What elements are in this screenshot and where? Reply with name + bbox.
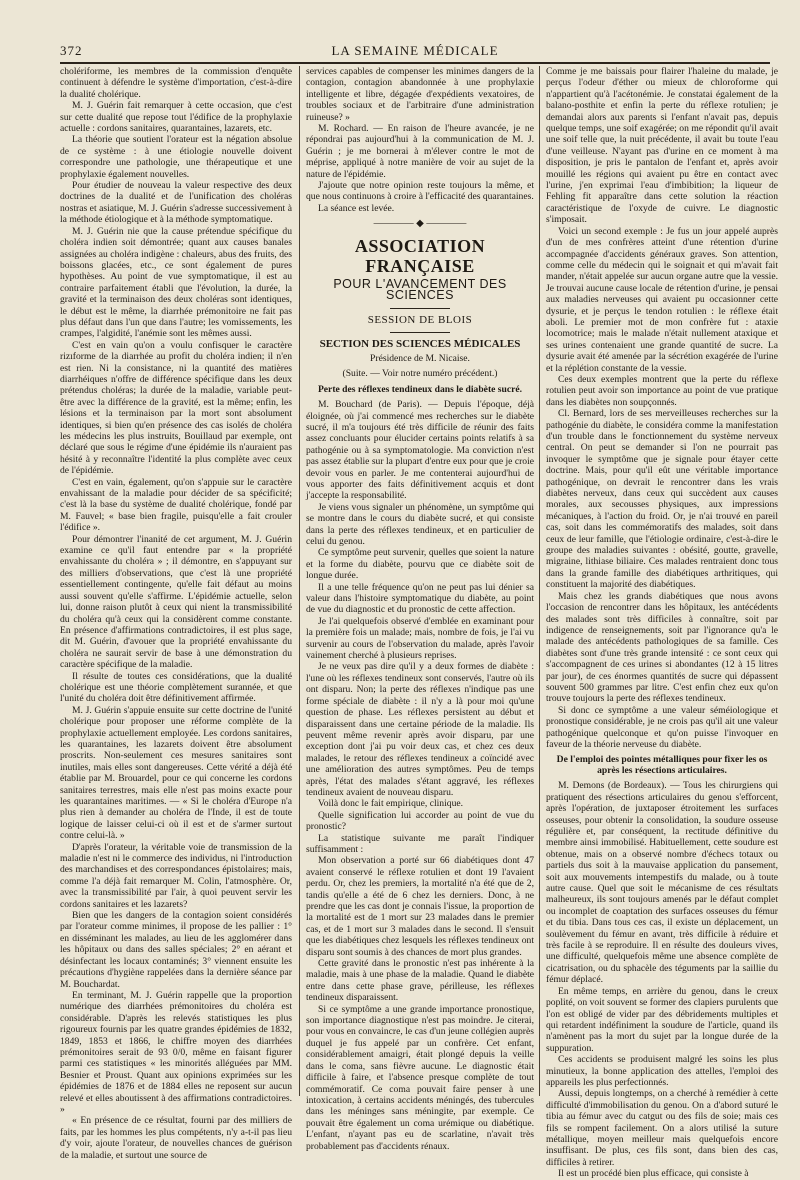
column-left <box>60 66 292 1161</box>
paragraph: M. J. Guérin nie que la cause prétendue spécifique du choléra indien soit démontrée; quant aux causes banales assignées au choléra indigène : chaleurs, abus des fruits, des boissons glacées, etc., ce sont également de pures hypothèses. Au point de vue symptomatique, il est au contraire parfaitement établi que l'évolution, la durée, la gravité et la terminaison des deux choléras sont identiques, le début est le même, la diarrhée prémonitoire ne fait pas plus défaut dans l'un que dans l'autre; les vomissements, les crampes, l'algidité, l'anémie sont les mêmes aussi. <box>60 225 292 340</box>
paragraph: En même temps, en arrière du genou, dans le creux poplité, on voit souvent se former des clapiers purulents que l'on est obligé de vider par des débridements multiples et qui retardent indéfiniment la soudure de l'article, quand ils n'amènent pas la mort du sujet par la longue durée de la suppuration. <box>546 985 778 1054</box>
paragraph: M. J. Guérin fait remarquer à cette occasion, que c'est sur cette dualité que repose tout l'édifice de la prophylaxie actuelle : cordons sanitaires, quarantaines, lazarets, etc. <box>60 100 292 135</box>
paragraph: C'est en vain, également, qu'on s'appuie sur le caractère envahissant de la maladie pour décider de sa spécificité; c'est là la base du système de dualité cholérique, fondé par M. Fauvel; « base bien fragile, puisqu'elle a fait crouler l'édifice ». <box>60 476 292 534</box>
association-title: ASSOCIATION FRANÇAISE <box>354 235 486 276</box>
paragraph: Voici un second exemple : Je fus un jour appelé auprès d'un de mes confrères atteint d'une rétention d'urine accompagnée d'accidents généraux graves. Son attention, comme celle du médecin qui le soignait et qui m'avait fait mander, n'était appelée sur aucun organe autre que la vessie. Je trouvai aucune cause locale de rétention d'urine, je pensai aux maladies nerveuses qui avaient pu occasionner cette dysurie, et je perçus le tendon rotulien : le réflexe était aboli. Le premier mot de mon confrère fut : ataxie locomotrice; mais le malade n'était nullement ataxique et ses urines contenaient une grande quantité de sucre. La dysurie avait été amenée par la sécrétion exagérée de l'urine et la réplétion constante de la vessie. <box>546 225 778 374</box>
paragraph: Quelle signification lui accorder au point de vue du pronostic? <box>306 809 534 833</box>
paragraph: M. Demons (de Bordeaux). — Tous les chirurgiens qui pratiquent des résections articulaires du genou s'efforcent, après l'opération, de juxtaposer étroitement les surfaces osseuses, pour obtenir la consolidation, la soudure osseuse régulière et, par conséquent, la rectitude définitive du membre ainsi immobilisé. Habituellement, cette soudure est obtenue, mais on a observé nombre d'échecs totaux ou partiels dus soit à la mauvaise application du pansement, soit aux mouvements intempestifs du malade, ou à toute autre cause. Quel que soit le mécanisme de ces résultats malheureux, ils sont toujours amenés par le défaut complet ou incomplet de coaptation des surfaces osseuses du fémur et du tibia. Dans tous ces cas, il existe un déplacement, un soulèvement du fémur en avant, très difficile à réduire et très facile à se reproduire. Il en résulte des douleurs vives, une difficulté, quelquefois même une absence complète de cicatrisation, ou du sphacèle des téguments par la saillie du fémur déplacé. <box>546 780 778 986</box>
paragraph: Je ne veux pas dire qu'il y a deux formes de diabète : l'une où les réflexes tendineux sont conservés, l'autre où ils ont disparu. Non; la perte des réflexes n'indique pas une forme spéciale de diabète : il n'y a là pour moi qu'une question de phase. Les réflexes persistent au début et disparaissent dans une certaine période de la maladie. Ils peuvent même revenir après avoir disparu, par une exception dont j'ai pu voir deux cas, et chez ces deux malades, le retour des réflexes tendineux a coïncidé avec une amélioration des autres symptômes. Peu de temps après, l'état des malades s'étant aggravé, les réflexes tendineux avaient de nouveau disparu. <box>306 661 534 798</box>
paragraph: C'est en vain qu'on a voulu confisquer le caractère rizıforme de la diarrhée au profit du choléra indien; il n'en est rien. Ni la consistance, ni la quantité des matières diarrhéiques n'offre de différence spécifique dans les deux prétendus choléras; la durée de la maladie, variable peut-être avec la différence de la gravité, est la même; enfin, les lésions et la terminaison par la mort sont absolument identiques, si bien qu'en présence des cas isolés de choléra les médecins les plus instruits, Bouillaud par exemple, ont déclaré que sous le régime d'une épidémie ils n'auraient pas hésité à y reconnaître l'identité la plus complète avec ceux de l'épidémie. <box>60 339 292 477</box>
divider <box>390 332 450 333</box>
paragraph: Si ce symptôme a une grande importance pronostique, son importance diagnostique n'est pas moindre. Je citerai, pour vous en convaincre, le cas d'un jeune collégien auprès duquel je fus appelé par un confrère. Cet enfant, considérablement amaigri, était plongé depuis la veille dans le coma, sans fièvre aucune. Le diagnostic était difficile à faire, et l'absence presque complète de tout commémoratif. Ce coma pouvait faire penser à une intoxication, à certains accidents méningés, des tubercules dans les méninges sans méningite, par exemple. Ce pouvait être également un coma urémique ou diabétique. L'enfant, n'ayant pas eu de scarlatine, n'avait très probablement pas d'accidents rénaux. <box>306 1003 534 1152</box>
paragraph: Comme je me baissais pour flairer l'haleine du malade, je perçus l'odeur d'éther ou mieux de chloroforme qui n'appartient qu'à l'acétonémie. Je constatai également de la balano-posthite et enfin la perte du réflexe rotulien; je demandai alors aux parents si l'enfant n'avait pas, depuis quelque temps, une soif exagérée; on me répondit qu'il avait une soif telle que, la nuit précédente, il avait bu toute l'eau d'une veilleuse. N'ayant pas d'urine en ce moment à ma disposition, je pris le pantalon de l'enfant et, après avoir mouillé les régions qui avaient pu être en contact avec l'urine, j'en exprimai l'eau d'imbibition; la liqueur de Fehling fit apparaître dans cette solution la réaction caractéristique de l'oxyde de cuivre. Le diagnostic s'imposait. <box>546 66 778 226</box>
paragraph: Mais chez les grands diabétiques que nous avons l'occasion de rencontrer dans les hôpitaux, les antécédents des malades sont très difficiles à connaître, soit par indigence de renseignements, soit par l'ignorance qu'a le malade des antécédents pathologiques de sa famille. Ces diabètes sont d'une très grande intensité : ce sont ceux qui s'accompagnent de ces urines si abondantes (12 à 15 litres par jour), de ces énormes quantités de sucre qui dépassent souvent 500 grammes par litre. C'est enfin chez eux qu'on trouve toujours la perte des réflexes tendineux. <box>546 590 778 705</box>
paragraph: Pour étudier de nouveau la valeur respective des deux doctrines de la dualité et de l'unification des choléras nostras et asiatique, M. J. Guérin s'adresse successivement à la méthode étiologique et à la méthode symptomatique. <box>60 180 292 226</box>
paragraph: Il résulte de toutes ces considérations, que la dualité cholérique est une théorie complètement surannée, et que l'unité du choléra doit être définitivement affirmée. <box>60 670 292 705</box>
paragraph: Si donc ce symptôme a une valeur séméiologique et pronostique considérable, je ne crois pas qu'il ait une valeur pathogénique quelconque et qu'on puisse l'invoquer en faveur de la théorie nerveuse du diabète. <box>546 704 778 750</box>
paragraph: Bien que les dangers de la contagion soient considérés par l'orateur comme minimes, il propose de les pallier : 1° en disséminant les malades, au lieu de les agglomérer dans les hôpitaux ou dans des salles spéciales; 2° en aérant et désinfectant les locaux contaminés; 3° viennent ensuite les précautions d'hygiène rappelées dans la dernière séance par M. Bouchardat. <box>60 910 292 990</box>
paragraph: M. Bouchard (de Paris). — Depuis l'époque, déjà éloignée, où j'ai commencé mes recherches sur le diabète sucré, il m'a toujours été très difficile de réunir des faits assez concluants pour élucider certains points relatifs à sa pathogénie ou à sa symptomatologie. Ma conviction n'est pas assez établie sur la plupart d'entre eux pour que je croie devoir vous en parler. Je me contenterai aujourd'hui de vous apporter des faits définitivement acquis et dont j'accepte la responsabilité. <box>306 399 534 502</box>
paragraph: Ce symptôme peut survenir, quelles que soient la nature et la forme du diabète, pourvu que ce diabète soit de longue durée. <box>306 547 534 582</box>
paragraph: cholériforme, les membres de la commission d'enquête continuent à défendre le système d'importation, c'est-à-dire la dualité cholérique. <box>60 66 292 100</box>
session-title: SESSION DE BLOIS <box>367 313 473 326</box>
paragraph: services capables de compenser les minimes dangers de la contagion, contagion abandonnée à une prophylaxie intelligente et libre, dégagée d'expédients vexatoires, de troubles sociaux et de l'arbitraire d'une administration ruineuse? » <box>306 66 534 123</box>
paragraph: Ces accidents se produisent malgré les soins les plus minutieux, la bonne application des attelles, l'emploi des appareils les plus perfectionnés. <box>546 1054 778 1088</box>
paragraph: Il a une telle fréquence qu'on ne peut pas lui dénier sa valeur dans l'histoire symptomatique du diabète, au point de vue du diagnostic et du pronostic de cette affection. <box>306 581 534 616</box>
paragraph: M. Rochard. — En raison de l'heure avancée, je ne répondrai pas aujourd'hui à la communication de M. J. Guérin ; je me bornerai à m'élever contre le mot de méprise, appliqué à notre manière de voir au sujet de la nature de l'épidémie. <box>306 123 534 180</box>
paragraph: Voilà donc le fait empirique, clinique. <box>318 798 464 810</box>
ornament-divider: ———— ◆ ———— <box>373 218 467 230</box>
article-heading: Perte des réflexes tendineux dans le diabète sucré. <box>317 384 523 396</box>
paragraph: Il est un procédé bien plus efficace, qui consiste à <box>558 1168 749 1180</box>
paragraph: Cl. Bernard, lors de ses merveilleuses recherches sur la pathogénie du diabète, le considéra comme la manifestation d'un trouble dans le fonctionnement du système nerveux central. On peut se demander si l'on ne pourrait pas invoquer le symptôme que je signale pour étayer cette doctrine. Mais, pour qu'il eût une véritable importance pathogénique, on devrait le rencontrer dans les vrais diabètes nerveux, dans ceux qui succèdent aux causes morales, aux secousses physiques, aux impressions mécaniques, à l'action du froid. Or, je n'ai trouvé en pareil cas, soit dans les commémoratifs des malades, soit dans ceux de leur famille, que l'étiologie ordinaire, c'est-à-dire le groupe des maladies suivantes : obésité, goutte, gravelle, migraine, lithiase biliaire. Ces malades rentraient donc tous dans la grande famille des diabétiques arthritiques, qui constituent la majorité des diabétiques. <box>546 408 778 591</box>
paragraph: La séance est levée. <box>318 202 395 214</box>
paragraph: M. J. Guérin s'appuie ensuite sur cette doctrine de l'unité cholérique pour proposer une réforme complète de la prophylaxie actuellement employée. Les cordons sanitaires, les quarantaines, les lazarets doivent être absolument proscrits. Non-seulement ces mesures sanitaires sont inutiles, mais elles sont dangereuses. Cette vérité a déjà été établie par M. Brouardel, pour ce qui concerne les cordons sanitaires terrestres, mais elle n'est pas moins exacte pour les quarantaines maritimes. — « Si le choléra d'Europe n'a plus rien à demander au choléra de l'Inde, il est de toute logique de laisser celui-ci où il est et de s'armer surtout contre celui-là. » <box>60 704 292 842</box>
paragraph: Mon observation a porté sur 66 diabétiques dont 47 avaient conservé le réflexe rotulien et dont 19 l'avaient perdu. Or, chez les premiers, la mortalité n'a été que de 2, tandis qu'elle a été de 6 chez les derniers. Donc, à ne prendre que les cas dont je connais l'issue, la proportion de la mortalité est de 1 mort sur 23 malades dans le premier cas, et de 1 mort sur 3 malades dans le second. Il s'ensuit que les diabétiques chez lesquels les réflexes tendineux ont disparu sont soumis à des chances de mort plus grandes. <box>306 855 534 958</box>
paragraph: Je viens vous signaler un phénomène, un symptôme qui se montre dans le cours du diabète sucré, et qui consiste dans la perte des réflexes tendineux, et en particulier de celui du genou. <box>306 501 534 547</box>
presidence: Présidence de M. Nicaise. <box>370 353 470 365</box>
continuation-note: (Suite. — Voir notre numéro précédent.) <box>342 367 498 379</box>
paragraph: La statistique suivante me paraît l'indiquer suffisamment : <box>306 832 534 855</box>
article-heading: De l'emploi des pointes métalliques pour fixer les os après les résections articulaires. <box>556 754 768 777</box>
divider <box>390 308 450 309</box>
paragraph: D'après l'orateur, la véritable voie de transmission de la maladie n'est ni le commerce des individus, ni l'introduction des marchandises et des correspondances épistolaires; mais, comme l'a déjà fait remarquer M. Colin, l'atmosphère. Or, avec la transmissibilité par l'air, à quoi peuvent servir les cordons sanitaires et les lazarets? <box>60 841 292 910</box>
paragraph: Aussi, depuis longtemps, on a cherché à remédier à cette difficulté d'immobilisation du genou. On a d'abord suturé le tibia au fémur avec du catgut ou des fils de soie; mais ces fils se rompent facilement. On a alors utilisé la suture métallique, moyen meilleur mais quelquefois encore insuffisant. De plus, ces fils sont, dans bien des cas, difficiles à retirer. <box>546 1088 778 1168</box>
column-right <box>546 66 778 1180</box>
paragraph: J'ajoute que notre opinion reste toujours la même, et que nous continuons à croire à l'efficacité des quarantaines. <box>306 180 534 203</box>
column-divider <box>299 66 300 1096</box>
paragraph: En terminant, M. J. Guérin rappelle que la proportion numérique des diarrhées prémonitoires du choléra est considérable. D'après les relevés statistiques les plus rigoureux fournis par les quatre grandes épidémies de 1832, 1849, 1853 et 1866, le chiffre moyen des diarrhées prémonitoires serait de 93 0/0, même en faisant figurer parmi ces statistiques « les minorités alléguées par MM. Besnier et Proust. Quant aux opinions exprimées sur les épidémies de 1876 et de 1884 elles ne reposent sur aucun relevé et elles aboutissent à des affirmations contradictoires. » <box>60 989 292 1115</box>
section-title: SECTION DES SCIENCES MÉDICALES <box>319 337 521 350</box>
paragraph: La théorie que soutient l'orateur est la négation absolue de ce système : à une étiologie nouvelle doivent correspondre une pathologie, une thérapeutique et une prophylaxie également nouvelles. <box>60 134 292 180</box>
paragraph: Cette gravité dans le pronostic n'est pas inhérente à la maladie, mais à une phase de la maladie. Quand le diabète entre dans cette phase grave, périlleuse, les réflexes tendineux disparaissent. <box>306 958 534 1004</box>
journal-title: LA SEMAINE MÉDICALE <box>331 43 499 58</box>
column-divider <box>539 66 540 1096</box>
column-middle <box>306 66 534 1152</box>
paragraph: Pour démontrer l'inanité de cet argument, M. J. Guérin examine ce qu'il faut entendre par « la propriété envahissante du choléra » ; il démontre, en s'appuyant sur des milliers d'observations, que c'est là une propriété essentiellement contingente, qu'elle fait défaut au moins aussi souvent qu'elle s'affirme. L'épidémie actuelle, selon lui, donne raison plutôt à ceux qui nient la transmissibilité du choléra qu'à ceux qui la considèrent comme constante. En présence d'affirmations contradictoires, il est plus sage, dit M. Guérin, d'avouer que la propriété envahissante du choléra ne saurait servir de base à une démonstration du caractère spécifique de la maladie. <box>60 533 292 671</box>
page-number: 372 <box>60 43 83 58</box>
page-header <box>60 40 770 64</box>
association-subtitle: POUR L'AVANCEMENT DES SCIENCES <box>333 276 507 303</box>
paragraph: Je l'ai quelquefois observé d'emblée en examinant pour la première fois un malade; mais, nombre de fois, je l'ai vu survenir au cours de l'observation du malade, après l'avoir vainement cherché à plusieurs reprises. <box>306 615 534 662</box>
paragraph: « En présence de ce résultat, fourni par des milliers de faits, par les hommes les plus compétents, n'y a-t-il pas lieu d'y voir, ajoute l'orateur, de nouvelles chances de guérison de la maladie, et surtout une source de <box>60 1115 292 1161</box>
paragraph: Ces deux exemples montrent que la perte du réflexe rotulien peut avoir son importance au point de vue pratique dans les diabètes non soupçonnés. <box>546 373 778 408</box>
